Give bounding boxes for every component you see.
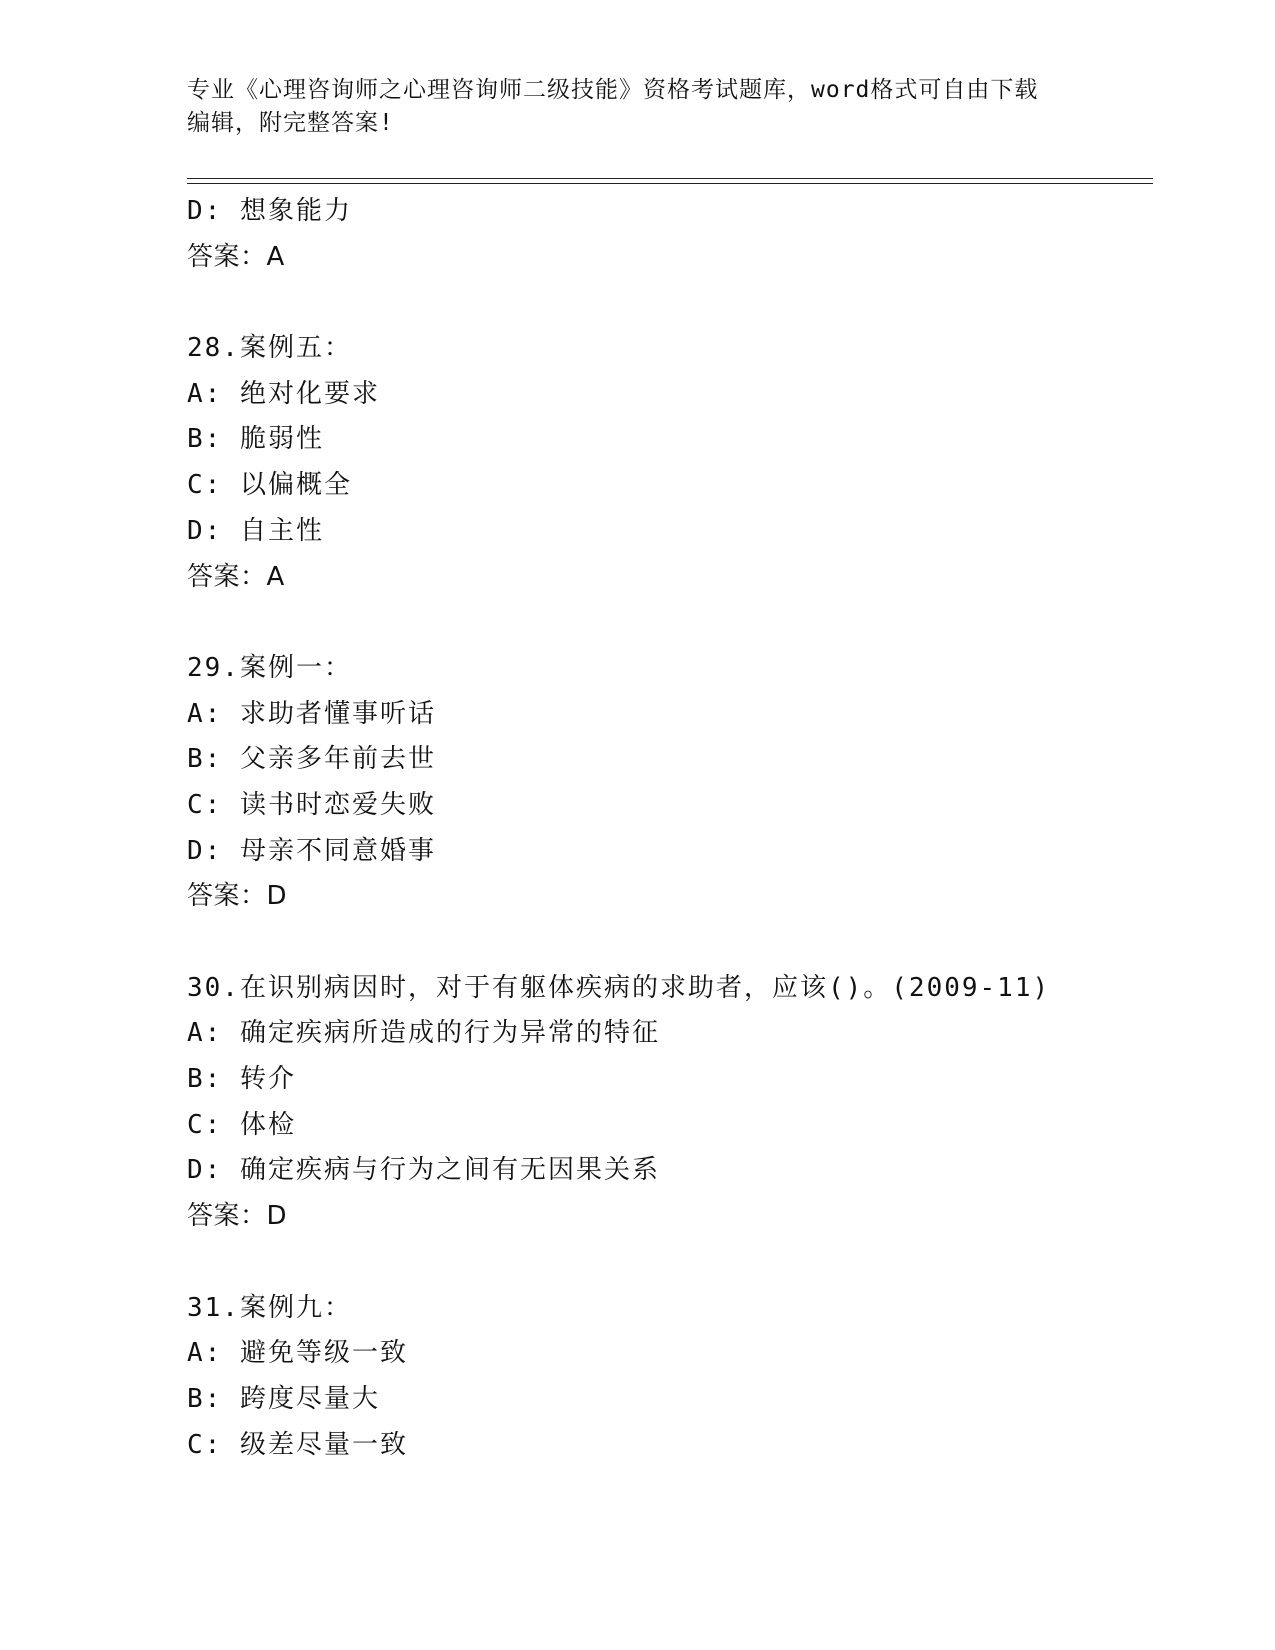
option-a: A: 确定疾病所造成的行为异常的特征 bbox=[187, 1018, 660, 1049]
option-b: B: 转介 bbox=[187, 1064, 296, 1095]
answer-line: 答案：D bbox=[187, 881, 288, 912]
spacer bbox=[187, 920, 1153, 966]
option-c: C: 以偏概全 bbox=[187, 470, 352, 501]
question-list bbox=[187, 189, 1153, 1468]
spacer bbox=[187, 280, 1153, 326]
option-b: B: 跨度尽量大 bbox=[187, 1383, 380, 1414]
spacer bbox=[187, 600, 1153, 646]
option-c: C: 读书时恋爱失败 bbox=[187, 789, 436, 820]
spacer bbox=[187, 1240, 1153, 1286]
option-c: C: 级差尽量一致 bbox=[187, 1429, 408, 1460]
option-d: D: 确定疾病与行为之间有无因果关系 bbox=[187, 1155, 660, 1186]
document-header bbox=[187, 74, 1087, 140]
option-b: B: 父亲多年前去世 bbox=[187, 744, 436, 775]
header-divider-bottom bbox=[187, 183, 1153, 184]
option-a: A: 避免等级一致 bbox=[187, 1338, 408, 1369]
option-b: B: 脆弱性 bbox=[187, 424, 324, 455]
answer-line: 答案：A bbox=[187, 561, 285, 592]
option-d: D: 自主性 bbox=[187, 515, 324, 546]
option-c: C: 体检 bbox=[187, 1109, 296, 1140]
question-29: 29.案例一： bbox=[187, 652, 352, 683]
question-28: 28.案例五： bbox=[187, 333, 352, 364]
answer-line: 答案：D bbox=[187, 1201, 288, 1232]
option-d: D: 母亲不同意婚事 bbox=[187, 835, 436, 866]
option-d: D: 想象能力 bbox=[187, 196, 352, 226]
option-a: A: 求助者懂事听话 bbox=[187, 698, 436, 729]
question-31: 31.案例九： bbox=[187, 1292, 352, 1323]
option-a: A: 绝对化要求 bbox=[187, 378, 380, 409]
answer-line: 答案：A bbox=[187, 241, 285, 272]
header-divider-top bbox=[187, 178, 1153, 179]
header-line-2: 编辑，附完整答案! bbox=[187, 110, 394, 136]
question-30: 30.在识别病因时，对于有躯体疾病的求助者，应该()。(2009-11) bbox=[187, 972, 1051, 1003]
header-line-1: 专业《心理咨询师之心理咨询师二级技能》资格考试题库，word格式可自由下载 bbox=[187, 77, 1039, 103]
